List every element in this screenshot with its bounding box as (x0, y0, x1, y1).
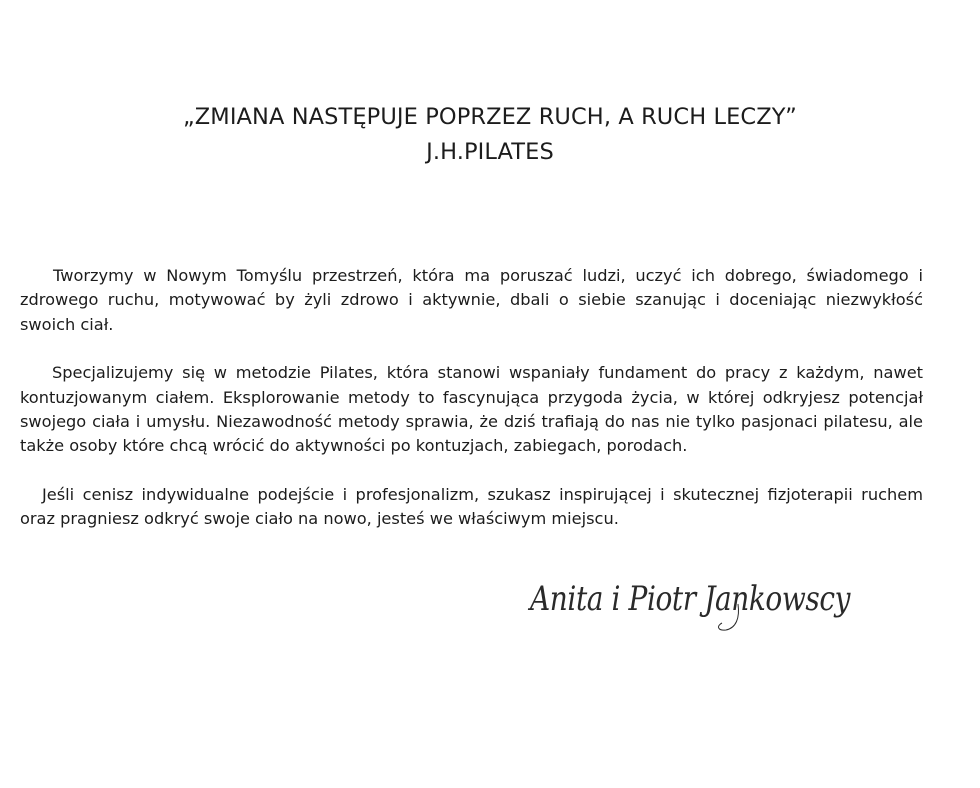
signature-graphic (528, 566, 858, 636)
quote-text: „ZMIANA NASTĘPUJE POPRZEZ RUCH, A RUCH LECZY” (183, 104, 797, 130)
paragraph-invitation: Jeśli cenisz indywidualne podejście i profesjonalizm, szukasz inspirującej i skutecznej fizjoterapii ruchem oraz pragniesz odkryć swoje ciało na nowo, jesteś we właściwym miejscu. (20, 484, 923, 529)
signature-text: Anita i Piotr Jankowscy (527, 579, 852, 619)
quote-author: J.H.PILATES (426, 139, 554, 165)
paragraph-pilates: Specjalizujemy się w metodzie Pilates, która stanowi wspaniały fundament do pracy z każdym, nawet kontuzjowanym ciałem. Eksplorowanie metody to fascynująca przygoda życia, w której odkryjesz potencjał swojego ciała i umysłu. Niezawodność metody sprawia, że dziś trafiają do nas nie tylko pasjonaci pilatesu, ale także osoby które chcą wrócić do aktywności po kontuzjach, zabiegach, porodach. (20, 363, 923, 456)
body-text (20, 264, 923, 532)
paragraph-intro: Tworzymy w Nowym Tomyślu przestrzeń, która ma poruszać ludzi, uczyć ich dobrego, świadomego i zdrowego ruchu, motywować by żyli zdrowo i aktywnie, dbali o siebie szanując i doceniając niezwykłość swoich ciał. (20, 266, 923, 334)
quote-block (0, 100, 980, 170)
signature (528, 566, 858, 636)
